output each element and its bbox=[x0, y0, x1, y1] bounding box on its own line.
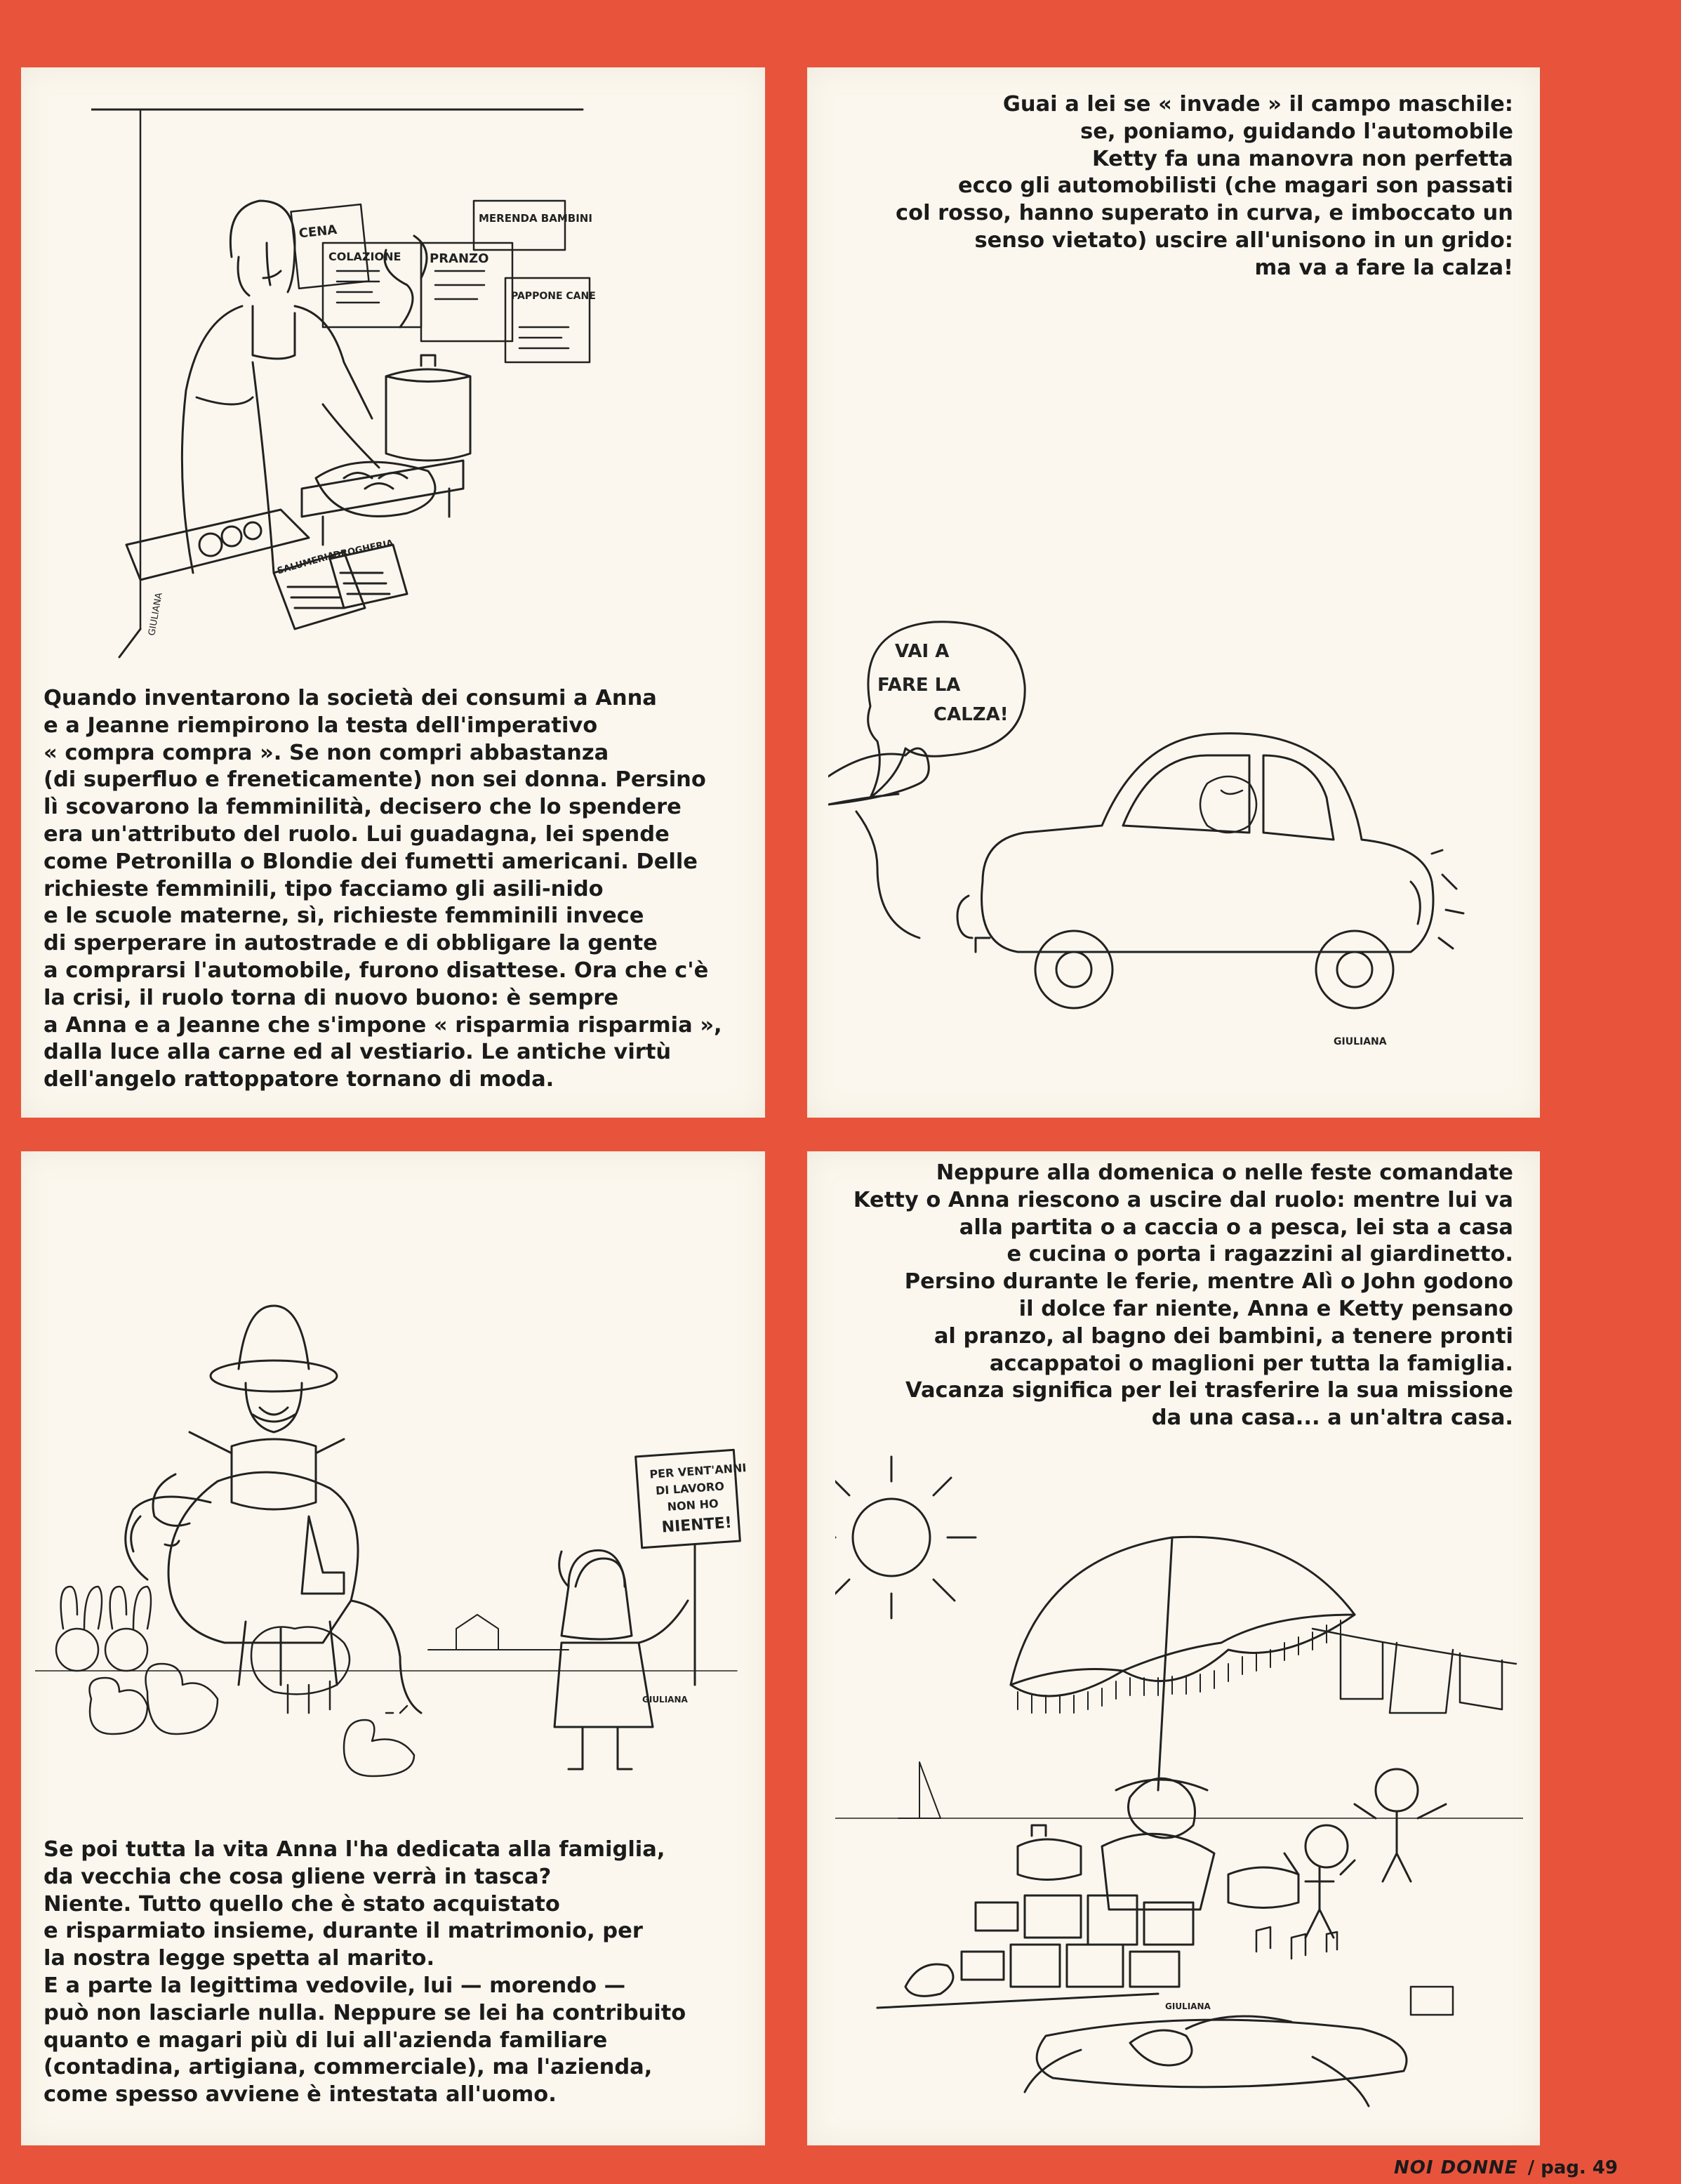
text-line: di sperperare in autostrade e di obbligare la gente bbox=[44, 931, 658, 956]
text-line: accappatoi o maglioni per tutta la famiglia. bbox=[989, 1351, 1513, 1376]
text-line: richieste femminili, tipo facciamo gli asili-nido bbox=[44, 876, 604, 901]
note-colazione: COLAZIONE bbox=[328, 250, 401, 263]
farm-illustration bbox=[35, 1292, 758, 1797]
text-line: Ketty fa una manovra non perfetta bbox=[1092, 146, 1513, 171]
sign-line-1: PER VENT'ANNI bbox=[649, 1461, 747, 1481]
text-line: col rosso, hanno superato in curva, e imboccato un bbox=[896, 201, 1513, 226]
sun bbox=[835, 1457, 976, 1618]
panel-farm bbox=[21, 1151, 765, 2145]
text-line: da una casa... a un'altra casa. bbox=[1151, 1405, 1513, 1431]
text-line: Persino durante le ferie, mentre Alì o John godono bbox=[904, 1269, 1513, 1295]
sign-line-2: DI LAVORO bbox=[655, 1479, 725, 1498]
laundry-line bbox=[1313, 1629, 1516, 1713]
man-sunbathing bbox=[1025, 2016, 1407, 2106]
text-line: a comprarsi l'automobile, furono disattese. Ora che c'è bbox=[44, 958, 709, 983]
stove-pan-pot bbox=[302, 236, 470, 545]
text-line: quanto e magari più di lui all'azienda familiare bbox=[44, 2027, 608, 2053]
text-line: a Anna e a Jeanne che s'impone « risparmia risparmia », bbox=[44, 1012, 722, 1038]
farmer-on-cow bbox=[126, 1306, 421, 1713]
counter-receipts bbox=[126, 510, 407, 629]
article-text-shopping bbox=[44, 685, 752, 1094]
text-line: senso vietato) uscire all'unisono in un grido: bbox=[974, 227, 1513, 253]
receipt-salumeria: SALUMERIA bbox=[276, 550, 336, 577]
text-line: Guai a lei se « invade » il campo maschile: bbox=[1002, 92, 1513, 117]
note-pranzo: PRANZO bbox=[430, 251, 489, 266]
panel-shopping bbox=[21, 67, 765, 1118]
article-text-inheritance bbox=[44, 1836, 752, 2109]
note-merenda: MERENDA BAMBINI bbox=[479, 212, 592, 225]
beach-illustration bbox=[835, 1453, 1523, 2141]
speech-line-2: FARE LA bbox=[877, 675, 961, 696]
text-line: dell'angelo rattoppatore tornano di moda. bbox=[44, 1067, 554, 1092]
text-line: era un'attributo del ruolo. Lui guadagna, lei spende bbox=[44, 821, 670, 847]
text-line: Se poi tutta la vita Anna l'ha dedicata alla famiglia, bbox=[44, 1837, 665, 1862]
car bbox=[957, 734, 1463, 1008]
text-line: (contadina, artigiana, commerciale), ma l'azienda, bbox=[44, 2055, 653, 2080]
page-footer bbox=[1394, 2157, 1618, 2178]
signature: GIULIANA bbox=[147, 592, 165, 637]
note-cena: CENA bbox=[298, 222, 338, 241]
text-line: come Petronilla o Blondie dei fumetti americani. Delle bbox=[44, 849, 698, 874]
text-line: se, poniamo, guidando l'automobile bbox=[1080, 119, 1513, 144]
text-line: può non lasciarle nulla. Neppure se lei ha contribuito bbox=[44, 2000, 686, 2025]
text-line: e cucina o porta i ragazzini al giardinetto. bbox=[1006, 1242, 1513, 1267]
signature: GIULIANA bbox=[1165, 2001, 1211, 2011]
text-line: il dolce far niente, Anna e Ketty pensano bbox=[1018, 1296, 1513, 1321]
text-line: lì scovarono la femminilità, decisero che lo spendere bbox=[44, 795, 682, 820]
article-text-holidays bbox=[825, 1160, 1513, 1432]
text-line: Quando inventarono la società dei consumi a Anna bbox=[44, 686, 657, 710]
text-line: ecco gli automobilisti (che magari son passati bbox=[957, 173, 1513, 199]
text-line: e le scuole materne, sì, richieste femminili invece bbox=[44, 904, 644, 929]
article-text-driving bbox=[825, 91, 1513, 282]
receipt-drogheria: DROGHERIA bbox=[332, 538, 394, 562]
children bbox=[1284, 1769, 1446, 1938]
text-line: dalla luce alla carne ed al vestiario. Le antiche virtù bbox=[44, 1040, 672, 1065]
text-line: Neppure alla domenica o nelle feste comandate bbox=[936, 1160, 1513, 1185]
note-pappone: PAPPONE CANE bbox=[511, 291, 596, 302]
text-line: (di superfluo e freneticamente) non sei donna. Persino bbox=[44, 767, 706, 793]
text-line: al pranzo, al bagno dei bambini, a tenere pronti bbox=[933, 1323, 1513, 1349]
page-number: / pag. 49 bbox=[1527, 2157, 1618, 2178]
text-line: come spesso avviene è intestata all'uomo. bbox=[44, 2082, 557, 2107]
text-line: Ketty o Anna riescono a uscire dal ruolo: mentre lui va bbox=[853, 1187, 1513, 1212]
sign-line-4: NIENTE! bbox=[660, 1514, 733, 1537]
text-line: e risparmiato insieme, durante il matrimonio, per bbox=[44, 1919, 643, 1944]
text-line: da vecchia che cosa gliene verrà in tasca? bbox=[44, 1864, 552, 1889]
cooking-woman-illustration bbox=[91, 95, 667, 671]
sign-line-3: NON HO bbox=[667, 1497, 719, 1514]
speech-line-1: VAI A bbox=[895, 641, 950, 662]
magazine-name: NOI DONNE bbox=[1394, 2157, 1518, 2178]
text-line: la nostra legge spetta al marito. bbox=[44, 1946, 435, 1971]
panel-holidays bbox=[807, 1151, 1540, 2145]
small-animals bbox=[56, 1587, 414, 1776]
text-line: alla partita o a caccia o a pesca, lei sta a casa bbox=[959, 1215, 1513, 1240]
text-line: ma va a fare la calza! bbox=[1254, 255, 1513, 280]
text-line: E a parte la legittima vedovile, lui — morendo — bbox=[44, 1973, 626, 1998]
beach-umbrella bbox=[1011, 1537, 1355, 1790]
text-line: « compra compra ». Se non compri abbastanza bbox=[44, 740, 609, 765]
text-line: Niente. Tutto quello che è stato acquistato bbox=[44, 1891, 560, 1917]
signature: GIULIANA bbox=[642, 1695, 688, 1705]
woman-with-pots bbox=[877, 1778, 1298, 2008]
car-illustration bbox=[828, 615, 1516, 1050]
panel-driving bbox=[807, 67, 1540, 1118]
speech-line-3: CALZA! bbox=[933, 704, 1009, 725]
signature: GIULIANA bbox=[1334, 1036, 1387, 1047]
text-line: Vacanza significa per lei trasferire la sua missione bbox=[905, 1378, 1513, 1403]
text-line: la crisi, il ruolo torna di nuovo buono: è sempre bbox=[44, 985, 619, 1010]
text-line: e a Jeanne riempirono la testa dell'imperativo bbox=[44, 713, 598, 738]
